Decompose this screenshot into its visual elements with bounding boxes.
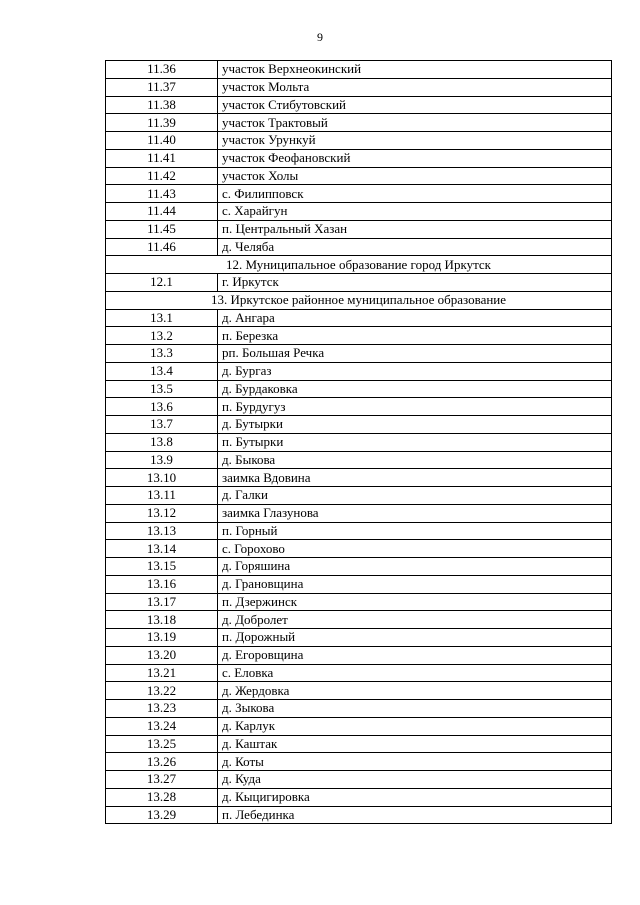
table-row <box>106 416 612 434</box>
table-row <box>106 114 612 132</box>
table-row <box>106 380 612 398</box>
table-row <box>106 575 612 593</box>
table-row <box>106 433 612 451</box>
settlement-name: п. Центральный Хазан <box>218 220 612 238</box>
table-row <box>106 96 612 114</box>
settlement-name: д. Бурдаковка <box>218 380 612 398</box>
item-number: 11.46 <box>106 238 218 256</box>
table-row <box>106 540 612 558</box>
table-body <box>106 61 612 824</box>
item-number: 13.11 <box>106 487 218 505</box>
table-row <box>106 700 612 718</box>
table-row <box>106 487 612 505</box>
settlement-name: с. Филипповск <box>218 185 612 203</box>
item-number: 13.20 <box>106 646 218 664</box>
item-number: 11.45 <box>106 220 218 238</box>
table-row <box>106 664 612 682</box>
settlement-name: д. Бургаз <box>218 362 612 380</box>
table-row <box>106 327 612 345</box>
settlement-name: д. Егоровщина <box>218 646 612 664</box>
table-row <box>106 806 612 824</box>
table-row <box>106 167 612 185</box>
table-row <box>106 132 612 150</box>
settlement-name: участок Трактовый <box>218 114 612 132</box>
item-number: 13.3 <box>106 345 218 363</box>
item-number: 11.42 <box>106 167 218 185</box>
table-row <box>106 451 612 469</box>
settlement-name: участок Стибутовский <box>218 96 612 114</box>
item-number: 13.21 <box>106 664 218 682</box>
table-row <box>106 682 612 700</box>
table-row <box>106 629 612 647</box>
table-row <box>106 771 612 789</box>
item-number: 11.43 <box>106 185 218 203</box>
item-number: 11.40 <box>106 132 218 150</box>
table-row <box>106 220 612 238</box>
item-number: 13.22 <box>106 682 218 700</box>
item-number: 13.4 <box>106 362 218 380</box>
settlement-name: д. Ангара <box>218 309 612 327</box>
item-number: 13.12 <box>106 504 218 522</box>
settlement-name: п. Лебединка <box>218 806 612 824</box>
settlement-name: д. Добролет <box>218 611 612 629</box>
settlement-name: п. Дорожный <box>218 629 612 647</box>
item-number: 12.1 <box>106 274 218 292</box>
item-number: 13.14 <box>106 540 218 558</box>
item-number: 11.36 <box>106 61 218 79</box>
item-number: 13.26 <box>106 753 218 771</box>
settlement-name: д. Жердовка <box>218 682 612 700</box>
item-number: 13.7 <box>106 416 218 434</box>
page-number: 9 <box>317 30 323 44</box>
item-number: 13.18 <box>106 611 218 629</box>
settlement-name: д. Челяба <box>218 238 612 256</box>
item-number: 11.41 <box>106 149 218 167</box>
settlement-name: д. Зыкова <box>218 700 612 718</box>
table-row <box>106 185 612 203</box>
settlement-name: участок Феофановский <box>218 149 612 167</box>
table-row <box>106 345 612 363</box>
section-title: 13. Иркутское районное муниципальное образование <box>106 291 612 309</box>
settlement-name: д. Галки <box>218 487 612 505</box>
table-row <box>106 593 612 611</box>
table-row <box>106 469 612 487</box>
table-row <box>106 558 612 576</box>
settlement-name: п. Березка <box>218 327 612 345</box>
item-number: 11.38 <box>106 96 218 114</box>
settlement-name: д. Коты <box>218 753 612 771</box>
item-number: 13.25 <box>106 735 218 753</box>
settlement-name: д. Грановщина <box>218 575 612 593</box>
table-row <box>106 309 612 327</box>
item-number: 13.6 <box>106 398 218 416</box>
item-number: 13.9 <box>106 451 218 469</box>
settlement-name: участок Урункуй <box>218 132 612 150</box>
settlement-name: д. Кыцигировка <box>218 788 612 806</box>
table-row <box>106 238 612 256</box>
settlement-name: п. Горный <box>218 522 612 540</box>
settlement-name: участок Мольта <box>218 78 612 96</box>
table-row <box>106 398 612 416</box>
item-number: 13.24 <box>106 717 218 735</box>
item-number: 13.28 <box>106 788 218 806</box>
table-row <box>106 78 612 96</box>
table-row <box>106 149 612 167</box>
settlement-name: д. Каштак <box>218 735 612 753</box>
settlement-name: г. Иркутск <box>218 274 612 292</box>
settlement-name: заимка Глазунова <box>218 504 612 522</box>
settlement-name: д. Быкова <box>218 451 612 469</box>
item-number: 13.13 <box>106 522 218 540</box>
table-row <box>106 203 612 221</box>
settlements-table <box>105 60 612 824</box>
section-header-row <box>106 291 612 309</box>
settlement-name: д. Карлук <box>218 717 612 735</box>
item-number: 13.1 <box>106 309 218 327</box>
settlement-name: с. Харайгун <box>218 203 612 221</box>
item-number: 11.44 <box>106 203 218 221</box>
item-number: 13.15 <box>106 558 218 576</box>
item-number: 13.10 <box>106 469 218 487</box>
item-number: 13.16 <box>106 575 218 593</box>
item-number: 13.19 <box>106 629 218 647</box>
settlement-name: с. Еловка <box>218 664 612 682</box>
table-row <box>106 504 612 522</box>
table-row <box>106 362 612 380</box>
section-title: 12. Муниципальное образование город Иркутск <box>106 256 612 274</box>
settlement-name: участок Холы <box>218 167 612 185</box>
settlement-name: п. Дзержинск <box>218 593 612 611</box>
item-number: 13.8 <box>106 433 218 451</box>
table-row <box>106 646 612 664</box>
table-row <box>106 274 612 292</box>
item-number: 13.23 <box>106 700 218 718</box>
item-number: 11.37 <box>106 78 218 96</box>
table-row <box>106 611 612 629</box>
item-number: 13.17 <box>106 593 218 611</box>
table-row <box>106 735 612 753</box>
settlement-name: п. Бурдугуз <box>218 398 612 416</box>
settlement-name: д. Бутырки <box>218 416 612 434</box>
item-number: 13.29 <box>106 806 218 824</box>
table-row <box>106 61 612 79</box>
table-row <box>106 788 612 806</box>
section-header-row <box>106 256 612 274</box>
settlement-name: рп. Большая Речка <box>218 345 612 363</box>
table-row <box>106 753 612 771</box>
item-number: 13.5 <box>106 380 218 398</box>
item-number: 13.2 <box>106 327 218 345</box>
settlement-name: д. Куда <box>218 771 612 789</box>
table-row <box>106 717 612 735</box>
item-number: 11.39 <box>106 114 218 132</box>
settlement-name: участок Верхнеокинский <box>218 61 612 79</box>
settlement-name: д. Горяшина <box>218 558 612 576</box>
settlement-name: заимка Вдовина <box>218 469 612 487</box>
settlement-name: с. Горохово <box>218 540 612 558</box>
table-row <box>106 522 612 540</box>
item-number: 13.27 <box>106 771 218 789</box>
settlement-name: п. Бутырки <box>218 433 612 451</box>
